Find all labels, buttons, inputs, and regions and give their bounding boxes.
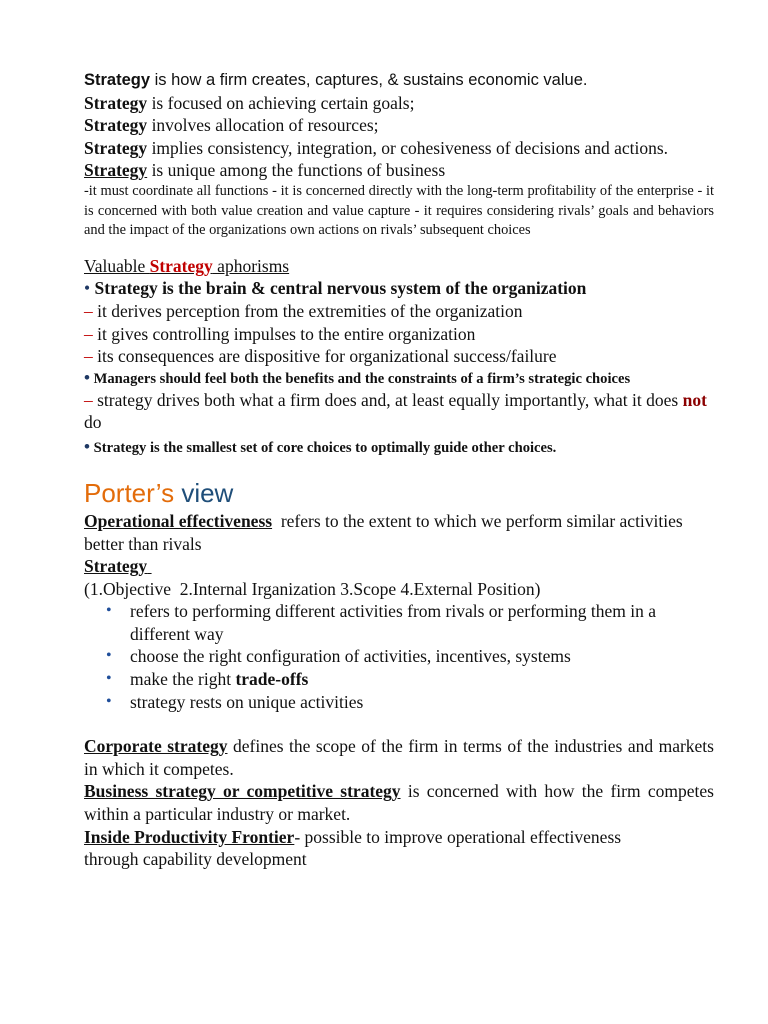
porter-strategy-list: (1.Objective 2.Internal Irganization 3.Scope 4.External Position) xyxy=(84,578,541,599)
porter-strategy-term xyxy=(84,555,714,578)
tradeoffs-emphasis: trade-offs xyxy=(235,669,309,690)
aphorism-dash-3-text: its consequences are dispositive for organizational success/failure xyxy=(92,346,557,367)
dash-icon: – xyxy=(84,300,93,321)
aphorism-not-emphasis: not xyxy=(682,389,707,410)
bullet-icon: • xyxy=(106,602,112,620)
intro-text-2: is focused on achieving certain goals; xyxy=(147,92,415,113)
productivity-frontier-text: - possible to improve operational effectiveness through capability development xyxy=(84,826,622,870)
list-item xyxy=(106,645,714,668)
intro-term-5: Strategy xyxy=(84,160,148,181)
business-strategy-def xyxy=(84,780,714,825)
aphorism-bullet-2-text: Managers should feel both the benefits and the constraints of a firm’s strategic choices xyxy=(93,370,631,387)
bullet-icon: • xyxy=(106,692,112,710)
intro-line-3 xyxy=(84,114,714,137)
productivity-frontier-def xyxy=(84,826,624,871)
list-item xyxy=(106,691,714,714)
intro-term-4: Strategy xyxy=(84,137,148,158)
intro-line-2 xyxy=(84,92,714,115)
intro-term-1: Strategy xyxy=(84,71,151,89)
dash-icon: – xyxy=(84,389,93,410)
list-item-text: refers to performing different activities from rivals or performing them in a different way xyxy=(130,601,656,644)
intro-text-4: implies consistency, integration, or cohesiveness of decisions and actions. xyxy=(147,137,669,158)
aphorism-dash-1 xyxy=(84,300,714,323)
corporate-strategy-text: defines the scope of the firm in terms of the industries and markets in which it competes. xyxy=(84,736,714,779)
aphorism-bullet-2 xyxy=(84,368,714,389)
porter-heading-word1: Porter’s xyxy=(84,477,175,508)
aphorism-dash-1-text: it derives perception from the extremities of the organization xyxy=(92,300,523,321)
aphorisms-title xyxy=(84,255,714,278)
business-strategy-text: is concerned with how the firm competes within a particular industry or market. xyxy=(84,781,714,825)
aphorism-dash-2-text: it gives controlling impulses to the entire organization xyxy=(92,323,476,344)
bullet-icon: • xyxy=(84,367,90,387)
aphorism-dash-4-end: do xyxy=(84,412,102,433)
aphorism-dash-4 xyxy=(84,389,714,434)
productivity-frontier-term: Inside Productivity Frontier xyxy=(84,826,295,847)
intro-line-5 xyxy=(84,159,714,182)
aphorisms-title-suffix: aphorisms xyxy=(212,255,290,276)
intro-text-5: is unique among the functions of business xyxy=(147,160,446,181)
aphorism-bullet-1-text: Strategy is the brain & central nervous system of the organization xyxy=(94,278,587,299)
corporate-strategy-def xyxy=(84,735,714,780)
aphorism-bullet-3-text: Strategy is the smallest set of core choices to optimally guide other choices. xyxy=(93,439,557,456)
list-item-text: make the right xyxy=(130,669,236,690)
aphorism-dash-2 xyxy=(84,323,714,346)
intro-term-3: Strategy xyxy=(84,115,148,136)
porter-heading xyxy=(84,476,714,510)
intro-line-4 xyxy=(84,137,714,160)
business-strategy-term: Business strategy or competitive strategy xyxy=(84,781,401,802)
aphorisms-title-strategy: Strategy xyxy=(149,255,213,276)
list-item-text: choose the right configuration of activities, incentives, systems xyxy=(130,646,571,667)
bullet-icon: • xyxy=(106,647,112,665)
intro-text-3: involves allocation of resources; xyxy=(147,115,379,136)
dash-icon: – xyxy=(84,346,93,367)
list-item xyxy=(106,668,714,691)
aphorism-dash-4-text: strategy drives both what a firm does and, at least equally importantly, what it does xyxy=(92,389,683,410)
aphorisms-title-prefix: Valuable xyxy=(84,255,150,276)
aphorism-bullet-3 xyxy=(84,437,714,458)
dash-icon: – xyxy=(84,323,93,344)
bullet-icon: • xyxy=(84,436,90,456)
porter-strategy-label: Strategy xyxy=(84,556,148,577)
porter-heading-word2: view xyxy=(181,477,234,508)
intro-text-1: is how a firm creates, captures, & sustains economic value. xyxy=(150,71,588,89)
porter-bullet-list xyxy=(84,600,714,713)
aphorism-bullet-1 xyxy=(84,277,714,300)
list-item xyxy=(106,600,714,645)
intro-line-1 xyxy=(84,69,714,92)
aphorism-dash-3 xyxy=(84,345,714,368)
operational-effectiveness xyxy=(84,510,714,555)
list-item-text: strategy rests on unique activities xyxy=(130,691,364,712)
bullet-icon: • xyxy=(106,670,112,688)
intro-detail: -it must coordinate all functions - it is concerned directly with the long-term profitability of the enterprise - it is concerned with both value creation and value capture - it requires considering rivals’ goals and behaviors and the impact of the organizations own actions on rivals’ subsequent choices xyxy=(84,182,714,239)
op-eff-term: Operational effectiveness xyxy=(84,510,273,531)
intro-term-2: Strategy xyxy=(84,92,148,113)
op-eff-text: refers to the extent to which we perform similar activities better than rivals xyxy=(84,510,688,554)
bullet-icon: • xyxy=(84,278,91,299)
corporate-strategy-term: Corporate strategy xyxy=(84,736,228,757)
document-body xyxy=(84,69,714,871)
